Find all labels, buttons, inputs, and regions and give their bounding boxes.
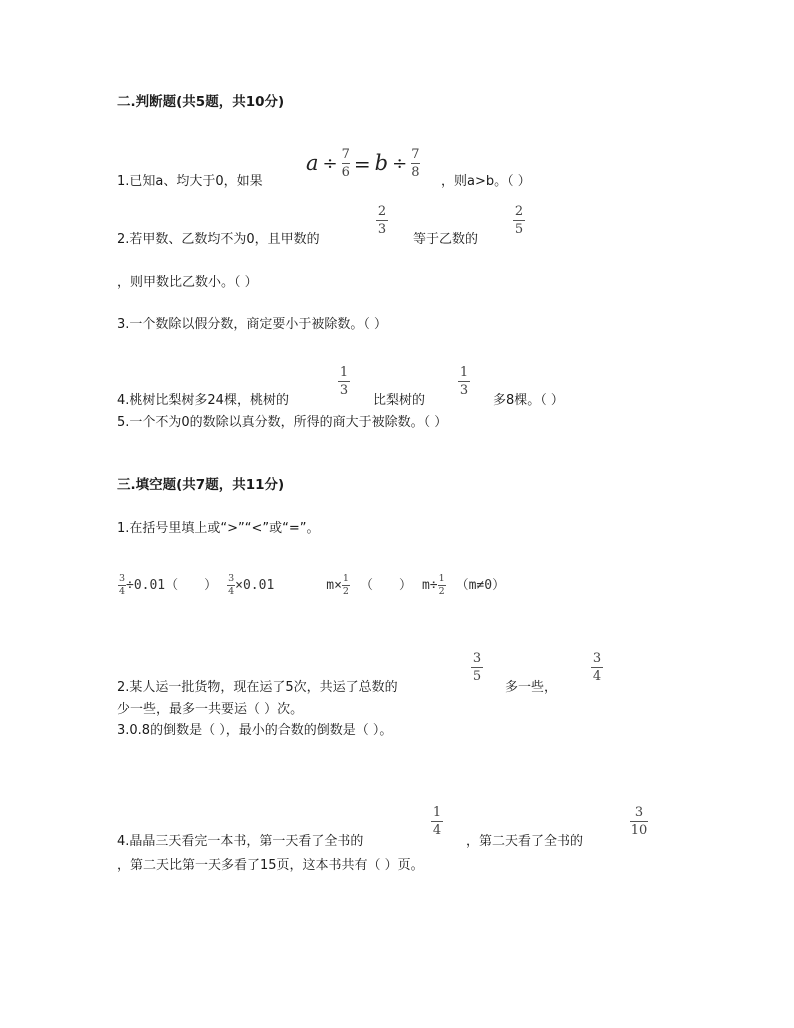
formula-frac-7-6: $\frac{7}{6}$ — [341, 147, 350, 180]
q2-line2: ，则甲数比乙数小。（ ） — [117, 275, 258, 290]
formula-div-1: ÷ — [322, 152, 338, 174]
s3-q2-frac-3-4: 3 4 — [592, 651, 602, 684]
formula-frac-7-8: $\frac{7}{8}$ — [411, 147, 420, 180]
s3-q1-item2-expr: ×0.01 — [235, 577, 275, 593]
formula-div-2: ÷ — [392, 152, 408, 174]
s3-q2-mid: 多一些， — [505, 680, 558, 695]
s3-q1-item4-post: （m≠0） — [455, 577, 506, 593]
s3-q1-item3-post: （ ） — [359, 577, 412, 593]
s3-q1-items — [118, 574, 505, 596]
q1-suffix: ，则a>b。（ ） — [441, 174, 531, 189]
q2-frac-2-3: 2 3 — [377, 204, 387, 237]
q1-prefix: 1.已知a、均大于0，如果 — [117, 174, 263, 189]
formula-equals: = — [353, 151, 371, 176]
s3-q4-prefix: 4.晶晶三天看完一本书，第一天看了全书的 — [117, 834, 364, 849]
formula-var-b: b — [374, 151, 389, 175]
formula-var-a: a — [306, 151, 319, 175]
q4-prefix: 4.桃树比梨树多24棵，桃树的 — [117, 393, 289, 408]
q3-text: 3.一个数除以假分数，商定要小于被除数。（ ） — [117, 317, 388, 332]
s3-q1-text: 1.在括号里填上或“>”“<”或“=”。 — [117, 521, 320, 536]
s3-q4-line2: ，第二天比第一天多看了15页，这本书共有（ ）页。 — [117, 858, 424, 873]
s3-q2-prefix: 2.某人运一批货物，现在运了5次，共运了总数的 — [117, 680, 398, 695]
s3-q1-item3-pre: m× — [326, 577, 342, 593]
q4-frac-1-3-a: 1 3 — [339, 365, 349, 398]
s3-q2-frac-3-5: 3 5 — [472, 651, 482, 684]
s3-q1-item1-expr: ÷0.01（ ） — [126, 577, 218, 593]
s3-q2-line2: 少一些，最多一共要运（ ）次。 — [117, 702, 304, 717]
s3-q1-frac-1-2-a: $\frac{1}{2}$ — [342, 573, 349, 597]
s3-q4-frac-3-10: 3 10 — [630, 805, 648, 838]
q1-formula — [306, 148, 420, 179]
q4-suffix: 多8棵。（ ） — [493, 393, 564, 408]
section2-title: 二.判断题(共5题，共10分) — [117, 94, 285, 110]
s3-q1-frac-3-4-b: $\frac{3}{4}$ — [228, 573, 235, 597]
s3-q4-frac-1-4: 1 4 — [432, 805, 442, 838]
s3-q1-frac-1-2-b: $\frac{1}{2}$ — [438, 573, 445, 597]
q5-text: 5.一个不为0的数除以真分数，所得的商大于被除数。（ ） — [117, 415, 448, 430]
q4-frac-1-3-b: 1 3 — [459, 365, 469, 398]
q2-frac-2-5: 2 5 — [514, 204, 524, 237]
section3-title: 三.填空题(共7题，共11分) — [117, 477, 285, 493]
q2-mid: 等于乙数的 — [413, 232, 479, 247]
q4-mid: 比梨树的 — [373, 393, 426, 408]
s3-q1-item4-pre: m÷ — [421, 577, 438, 593]
q2-prefix: 2.若甲数、乙数均不为0，且甲数的 — [117, 232, 320, 247]
s3-q1-frac-3-4-a: $\frac{3}{4}$ — [118, 573, 126, 597]
s3-q3-text: 3.0.8的倒数是（ ），最小的合数的倒数是（ ）。 — [117, 723, 393, 738]
s3-q4-mid: ，第二天看了全书的 — [466, 834, 584, 849]
